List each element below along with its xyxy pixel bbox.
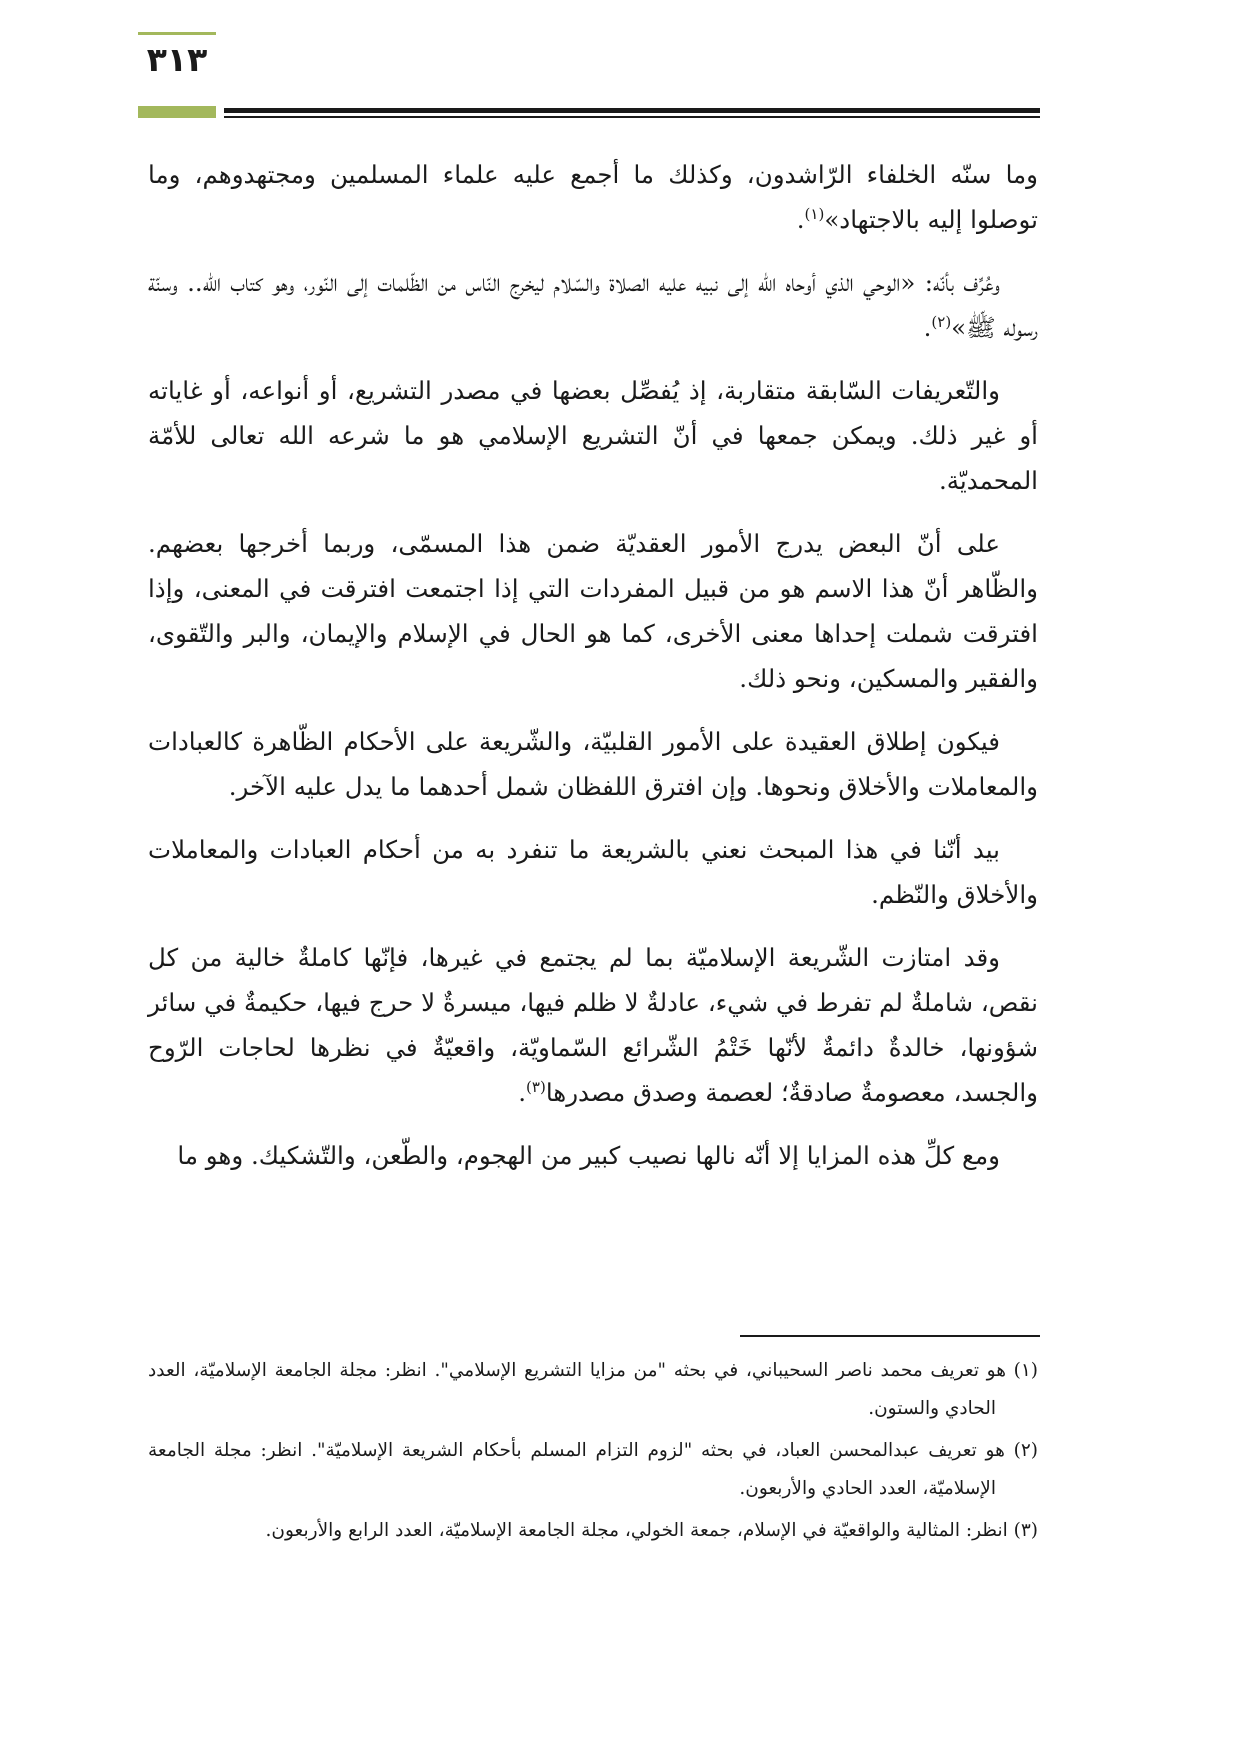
header-rule-thin (224, 116, 1040, 118)
paragraph-5: فيكون إطلاق العقيدة على الأمور القلبيّة، والشّريعة على الأحكام الظّاهرة كالعبادات والمعاملات والأخلاق ونحوها. وإن افترق اللفظان شمل أحدهما ما يدل عليه الآخر. (148, 727, 1038, 801)
paragraph-7 (148, 935, 1038, 1115)
footnote-ref-3: (٣) (526, 1077, 546, 1096)
paragraph-7-text: وقد امتازت الشّريعة الإسلاميّة بما لم يجتمع في غيرها، فإنّها كاملةٌ خالية من كل نقص، شاملةٌ لم تفرط في شيء، عادلةٌ لا ظلم فيها، ميسرةٌ لا حرج فيها، حكيمةٌ في سائر شؤونها، خالدةٌ دائمةٌ لأنّها خَتْمُ الشّرائع السّماويّة، واقعيّةٌ في نظرها لحاجات الرّوح والجسد، معصومةٌ صادقةٌ؛ لعصمة وصدق مصدرها (148, 943, 1038, 1107)
header-rule-thick (224, 108, 1040, 113)
paragraph-3: والتّعريفات السّابقة متقاربة، إذ يُفصِّل بعضها في مصدر التشريع، أو أنواعه، أو غاياته أو غير ذلك. ويمكن جمعها في أنّ التشريع الإسلامي هو ما شرعه الله تعالى للأمّة المحمديّة. (148, 376, 1038, 495)
footnotes (148, 1352, 1038, 1554)
footnote-ref-1: (١) (804, 204, 825, 223)
footnote-2: (٢) هو تعريف عبدالمحسن العباد، في بحثه "لزوم التزام المسلم بأحكام الشريعة الإسلاميّة". انظر: مجلة الجامعة الإسلاميّة، العدد الحادي والأربعون. (148, 1440, 1038, 1499)
paragraph-2-end: . (923, 313, 932, 342)
page-number: ٣١٣ (146, 40, 208, 79)
paragraph-7-end: . (518, 1078, 527, 1107)
paragraph-8: ومع كلِّ هذه المزايا إلا أنّه نالها نصيب كبير من الهجوم، والطّعن، والتّشكيك. وهو ما (177, 1141, 1000, 1170)
body-text (148, 152, 1038, 1196)
header-accent-line (138, 32, 216, 35)
footnote-3: (٣) انظر: المثالية والواقعيّة في الإسلام، جمعة الخولي، مجلة الجامعة الإسلاميّة، العدد الرابع والأربعون. (265, 1520, 1038, 1541)
footnote-ref-2: (٢) (931, 312, 952, 331)
footnote-separator (740, 1335, 1040, 1337)
paragraph-2 (148, 260, 1038, 350)
paragraph-1 (148, 152, 1038, 242)
paragraph-6: بيد أنّنا في هذا المبحث نعني بالشريعة ما تنفرد به من أحكام العبادات والمعاملات والأخلاق والنّظم. (148, 835, 1038, 909)
paragraph-1-text: وما سنّه الخلفاء الرّاشدون، وكذلك ما أجمع عليه علماء المسلمين ومجتهدوهم، وما توصلوا إليه بالاجتهاد» (148, 160, 1038, 234)
header-accent-block (138, 106, 216, 118)
paragraph-4: على أنّ البعض يدرج الأمور العقديّة ضمن هذا المسمّى، وربما أخرجها بعضهم. والظّاهر أنّ هذا الاسم هو من قبيل المفردات التي إذا اجتمعت افترقت في المعنى، وإذا افترقت شملت إحداها معنى الأخرى، كما هو الحال في الإسلام والإيمان، والبر والتّقوى، والفقير والمسكين، ونحو ذلك. (148, 529, 1038, 693)
paragraph-1-end: . (796, 205, 805, 234)
footnote-1: (١) هو تعريف محمد ناصر السحيباني، في بحثه "من مزايا التشريع الإسلامي". انظر: مجلة الجامعة الإسلاميّة، العدد الحادي والستون. (148, 1360, 1038, 1419)
paragraph-2-text: وعُرِّف بأنّه: «الوحي الذي أوحاه الله إلى نبيه عليه الصلاة والسّلام ليخرج النّاس من الظّلمات إلى النّور، وهو كتاب الله.. وسنّة رسوله ﷺ» (148, 268, 1038, 342)
